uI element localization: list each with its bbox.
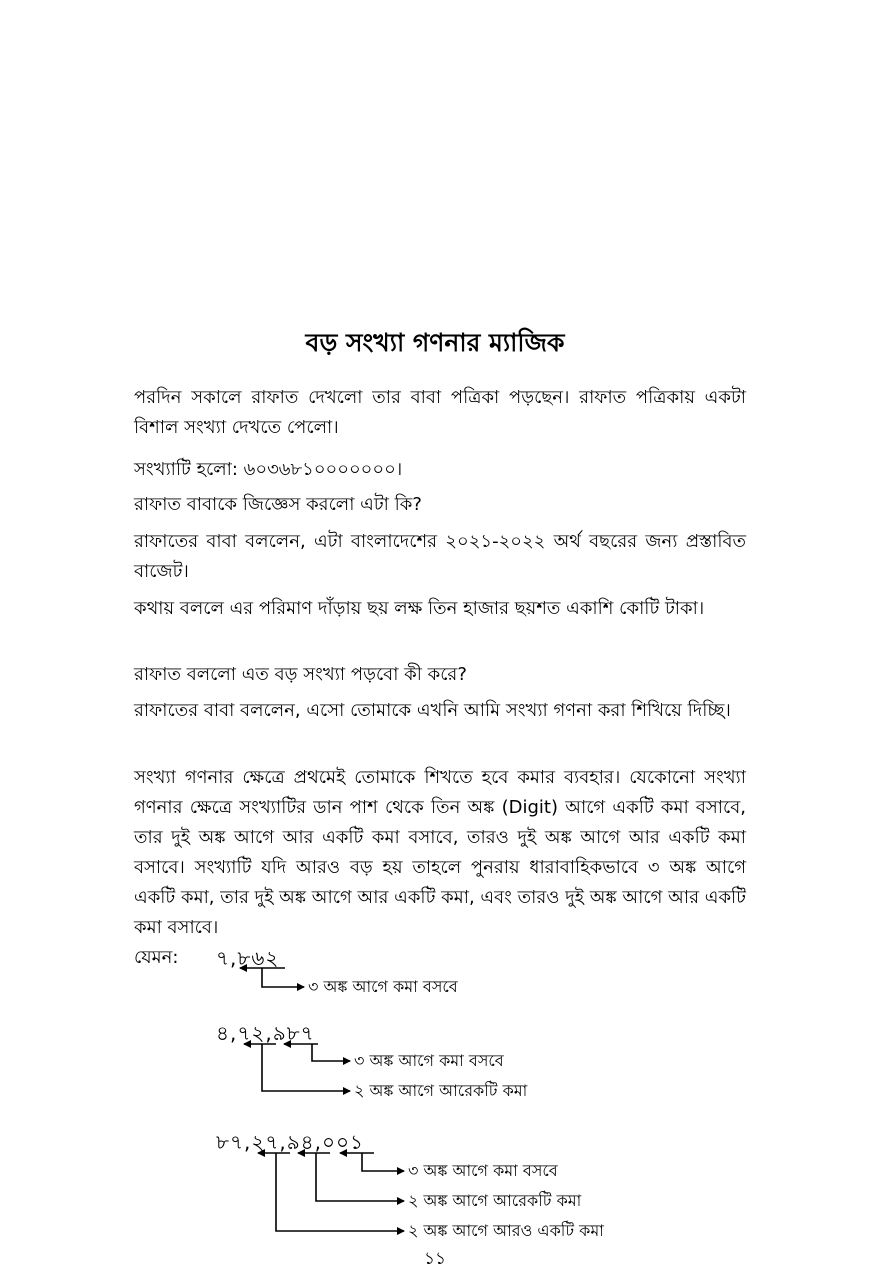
example-label: যেমন:: [134, 947, 179, 968]
example-3-arrows: [258, 1153, 404, 1231]
example-number-1: ৭,৮৬২: [216, 946, 280, 970]
example-1-note-1: ৩ অঙ্ক আগে কমা বসবে: [308, 977, 458, 996]
paragraph: রাফাত বললো এত বড় সংখ্যা পড়বো কী করে?: [134, 664, 467, 685]
example-number-3: ৮৭,২৭,৯৪,০০১: [216, 1130, 365, 1154]
example-1-arrows: [240, 968, 304, 987]
paragraph: কথায় বললে এর পরিমাণ দাঁড়ায় ছয় লক্ষ তিন হাজার ছয়শত একাশি কোটি টাকা।: [134, 598, 705, 619]
example-2-note-1: ৩ অঙ্ক আগে কমা বসবে: [354, 1051, 504, 1070]
example-2-note-2: ২ অঙ্ক আগে আরেকটি কমা: [354, 1081, 528, 1100]
page-number: ১১: [423, 1249, 447, 1269]
chapter-title: বড় সংখ্যা গণনার ম্যাজিক: [305, 328, 565, 357]
example-3-note-1: ৩ অঙ্ক আগে কমা বসবে: [408, 1161, 558, 1180]
paragraph: সংখ্যাটি হলো: ৬০৩৬৮১০০০০০০০।: [134, 459, 403, 480]
example-3-note-2: ২ অঙ্ক আগে আরেকটি কমা: [408, 1191, 582, 1210]
paragraph: রাফাতের বাবা বললেন, এসো তোমাকে এখনি আমি সংখ্যা গণনা করা শিখিয়ে দিচ্ছি।: [134, 700, 731, 721]
example-3-note-3: ২ অঙ্ক আগে আরও একটি কমা: [408, 1221, 604, 1240]
example-number-2: ৪,৭২,৯৮৭: [216, 1021, 315, 1045]
paragraph: পরদিন সকালে রাফাত দেখলো তার বাবা পত্রিকা পড়ছেন। রাফাত পত্রিকায় একটা বিশাল সংখ্যা দেখতে পেলো।: [134, 387, 746, 438]
example-2-arrows: [244, 1044, 350, 1091]
paragraph: সংখ্যা গণনার ক্ষেত্রে প্রথমেই তোমাকে শিখতে হবে কমার ব্যবহার। যেকোনো সংখ্যা গণনার ক্ষেত্রে সংখ্যাটির ডান পাশ থেকে তিন অঙ্ক (Digit) আগে একটি কমা বসাবে, তার দুই অঙ্ক আগে আর একটি কমা বসাবে, তারও দুই অঙ্ক আগে আর একটি কমা বসাবে। সংখ্যাটি যদি আরও বড় হয় তাহলে পুনরায় ধারাবাহিকভাবে ৩ অঙ্ক আগে একটি কমা, তার দুই অঙ্ক আগে আর একটি কমা, এবং তারও দুই অঙ্ক আগে আর একটি কমা বসাবে।: [134, 767, 746, 938]
paragraph: রাফাত বাবাকে জিজ্ঞেস করলো এটা কি?: [134, 494, 422, 515]
paragraph: রাফাতের বাবা বললেন, এটা বাংলাদেশের ২০২১-২০২২ অর্থ বছরের জন্য প্রস্তাবিত বাজেট।: [134, 531, 746, 582]
